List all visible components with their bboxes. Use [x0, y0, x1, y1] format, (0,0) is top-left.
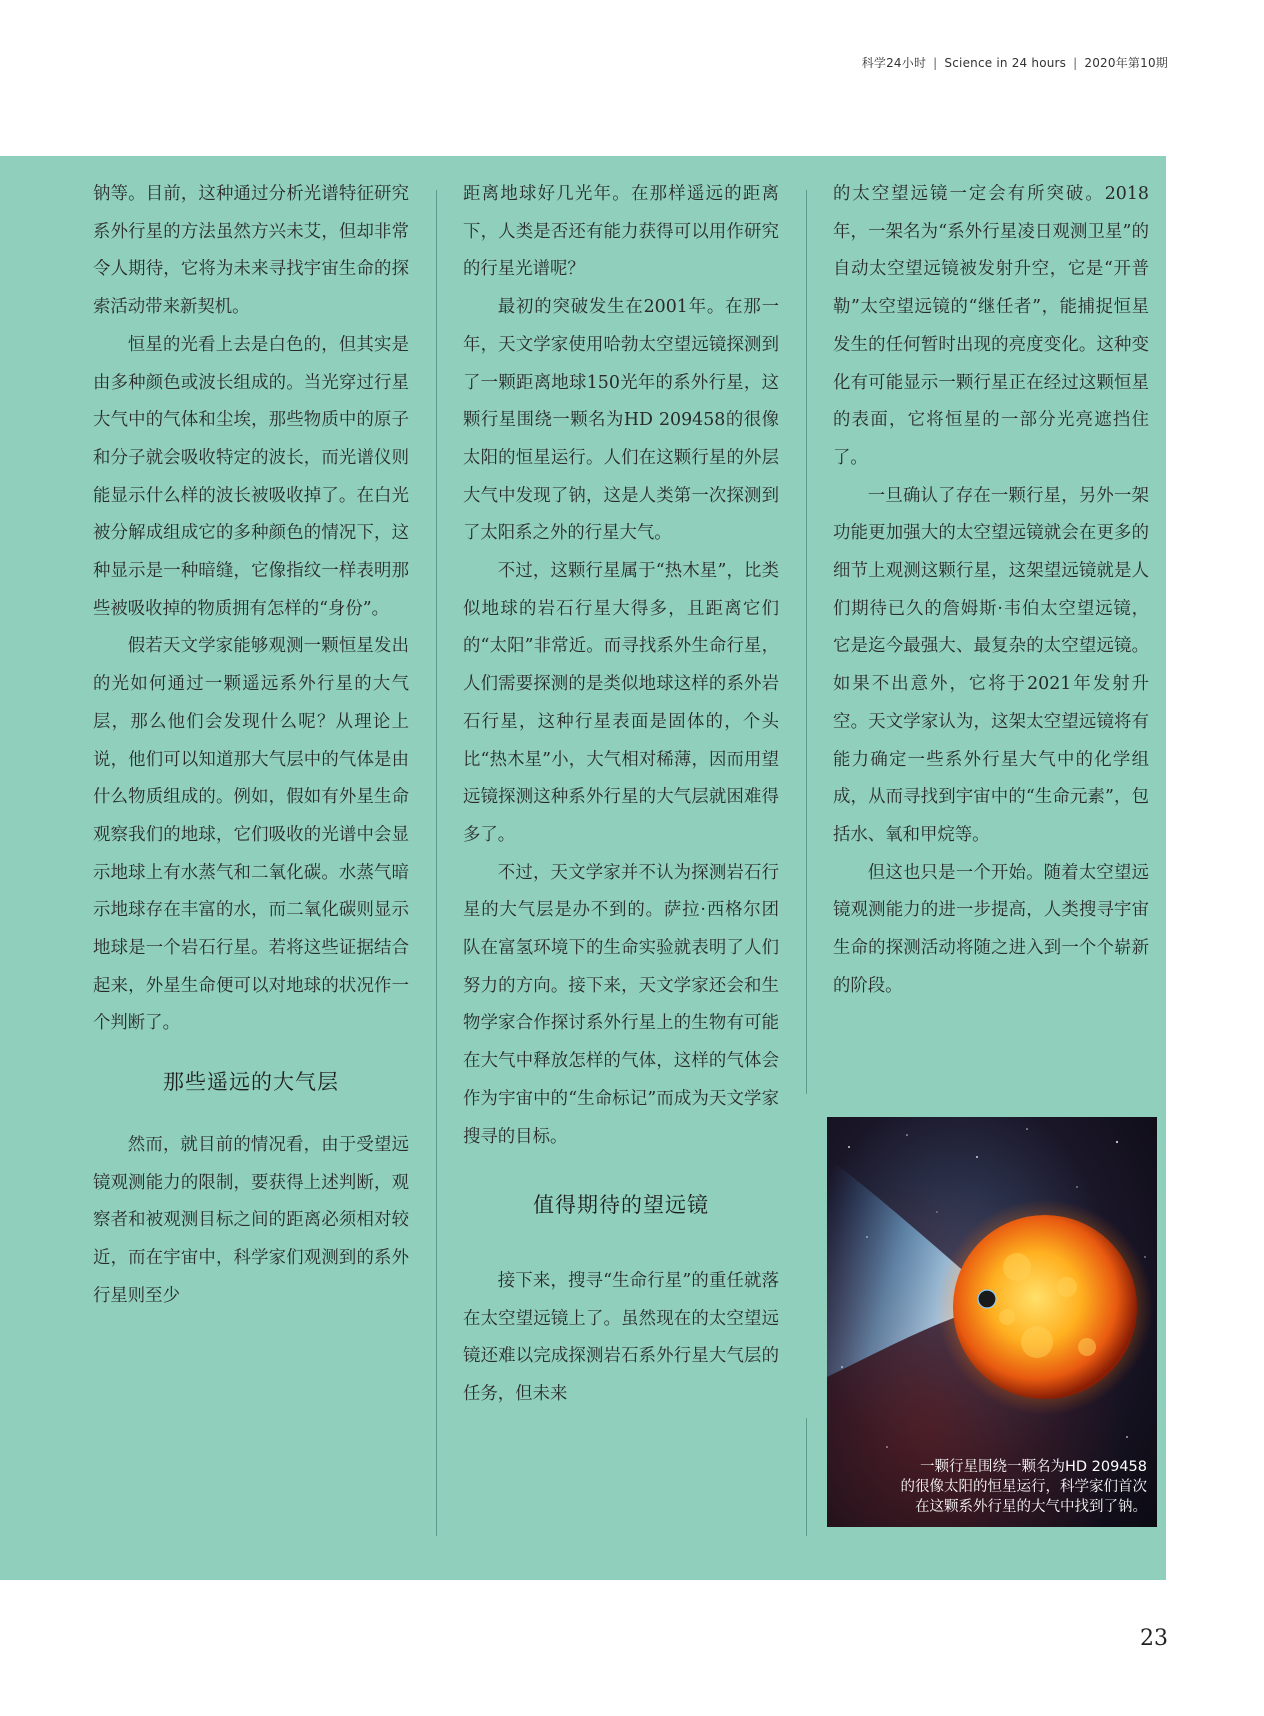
paragraph: 然而，就目前的情况看，由于受望远镜观测能力的限制，要获得上述判断，观察者和被观测目标之间的距离必须相对较近，而在宇宙中，科学家们观测到的系外行星则至少 — [93, 1134, 409, 1306]
text-column-2 — [463, 176, 779, 1414]
page-number: 23 — [1140, 1626, 1168, 1651]
figure-caption — [827, 1457, 1157, 1517]
text-column-3 — [833, 176, 1149, 1005]
paragraph: 不过，这颗行星属于“热木星”，比类似地球的岩石行星大得多，且距离它们的“太阳”非常近。而寻找系外生命行星，人们需要探测的是类似地球这样的系外岩石行星，这种行星表面是固体的，个头比“热木星”小，大气相对稀薄，因而用望远镜探测这种系外行星的大气层就困难得多了。 — [463, 561, 779, 845]
paragraph: 恒星的光看上去是白色的，但其实是由多种颜色或波长组成的。当光穿过行星大气中的气体和尘埃，那些物质中的原子和分子就会吸收特定的波长，而光谱仪则能显示什么样的波长被吸收掉了。在白光被分解成组成它的多种颜色的情况下，这种显示是一种暗缝，它像指纹一样表明那些被吸收掉的物质拥有怎样的“身份”。 — [93, 334, 409, 619]
running-header — [862, 54, 1168, 71]
column-divider — [806, 1418, 807, 1536]
host-star — [953, 1215, 1137, 1399]
paragraph: 的太空望远镜一定会有所突破。2018年，一架名为“系外行星凌日观测卫星”的自动太空望远镜被发射升空，它是“开普勒”太空望远镜的“继任者”，能捕捉恒星发生的任何暂时出现的亮度变化。这种变化有可能显示一颗行星正在经过这颗恒星的表面，它将恒星的一部分光亮遮挡住了。 — [833, 184, 1149, 468]
paragraph: 一旦确认了存在一颗行星，另外一架功能更加强大的太空望远镜就会在更多的细节上观测这颗行星，这架望远镜就是人们期待已久的詹姆斯·韦伯太空望远镜，它是迄今最强大、最复杂的太空望远镜。如果不出意外，它将于2021年发射升空。天文学家认为，这架太空望远镜将有能力确定一些系外行星大气中的化学组成，从而寻找到宇宙中的“生命元素”，包括水、氧和甲烷等。 — [833, 485, 1149, 845]
header-separator: | — [1073, 56, 1078, 70]
paragraph: 假若天文学家能够观测一颗恒星发出的光如何通过一颗遥远系外行星的大气层，那么他们会发现什么呢？从理论上说，他们可以知道那大气层中的气体是由什么物质组成的。例如，假如有外星生命观察我们的地球，它们吸收的光谱中会显示地球上有水蒸气和二氧化碳。水蒸气暗示地球存在丰富的水，而二氧化碳则显示地球是一个岩石行星。若将这些证据结合起来，外星生命便可以对地球的状况作一个判断了。 — [93, 636, 409, 1034]
exoplanet — [978, 1290, 996, 1308]
magazine-name: 科学24小时 — [861, 56, 927, 70]
paragraph: 距离地球好几光年。在那样遥远的距离下，人类是否还有能力获得可以用作研究的行星光谱呢？ — [463, 184, 779, 280]
paragraph: 接下来，搜寻“生命行星”的重任就落在太空望远镜上了。虽然现在的太空望远镜还难以完成探测岩石系外行星大气层的任务，但未来 — [463, 1270, 779, 1405]
issue-label: 2020年第10期 — [1084, 56, 1168, 70]
paragraph: 钠等。目前，这种通过分析光谱特征研究系外行星的方法虽然方兴未艾，但却非常令人期待，它将为未来寻找宇宙生命的探索活动带来新契机。 — [93, 184, 409, 318]
section-heading: 那些遥远的大气层 — [163, 1070, 339, 1095]
caption-line: 的很像太阳的恒星运行，科学家们首次 — [900, 1479, 1147, 1495]
caption-line: 一颗行星围绕一颗名为HD 209458 — [919, 1459, 1147, 1475]
magazine-english-name: Science in 24 hours — [944, 56, 1067, 70]
paragraph: 但这也只是一个开始。随着太空望远镜观测能力的进一步提高，人类搜寻宇宙生命的探测活动将随之进入到一个个崭新的阶段。 — [833, 862, 1149, 996]
exoplanet-illustration — [827, 1117, 1157, 1527]
column-divider — [436, 190, 437, 1536]
text-column-1 — [93, 176, 409, 1315]
header-separator: | — [933, 56, 938, 70]
section-heading: 值得期待的望远镜 — [533, 1193, 709, 1218]
paragraph: 最初的突破发生在2001年。在那一年，天文学家使用哈勃太空望远镜探测到了一颗距离地球150光年的系外行星，这颗行星围绕一颗名为HD 209458的很像太阳的恒星运行。人们在这颗行星的外层大气中发现了钠，这是人类第一次探测到了太阳系之外的行星大气。 — [463, 297, 779, 544]
paragraph: 不过，天文学家并不认为探测岩石行星的大气层是办不到的。萨拉·西格尔团队在富氢环境下的生命实验就表明了人们努力的方向。接下来，天文学家还会和生物学家合作探讨系外行星上的生物有可能在大气中释放怎样的气体，这样的气体会作为宇宙中的“生命标记”而成为天文学家搜寻的目标。 — [463, 862, 779, 1147]
caption-line: 在这颗系外行星的大气中找到了钠。 — [915, 1499, 1147, 1515]
column-divider — [806, 190, 807, 1094]
